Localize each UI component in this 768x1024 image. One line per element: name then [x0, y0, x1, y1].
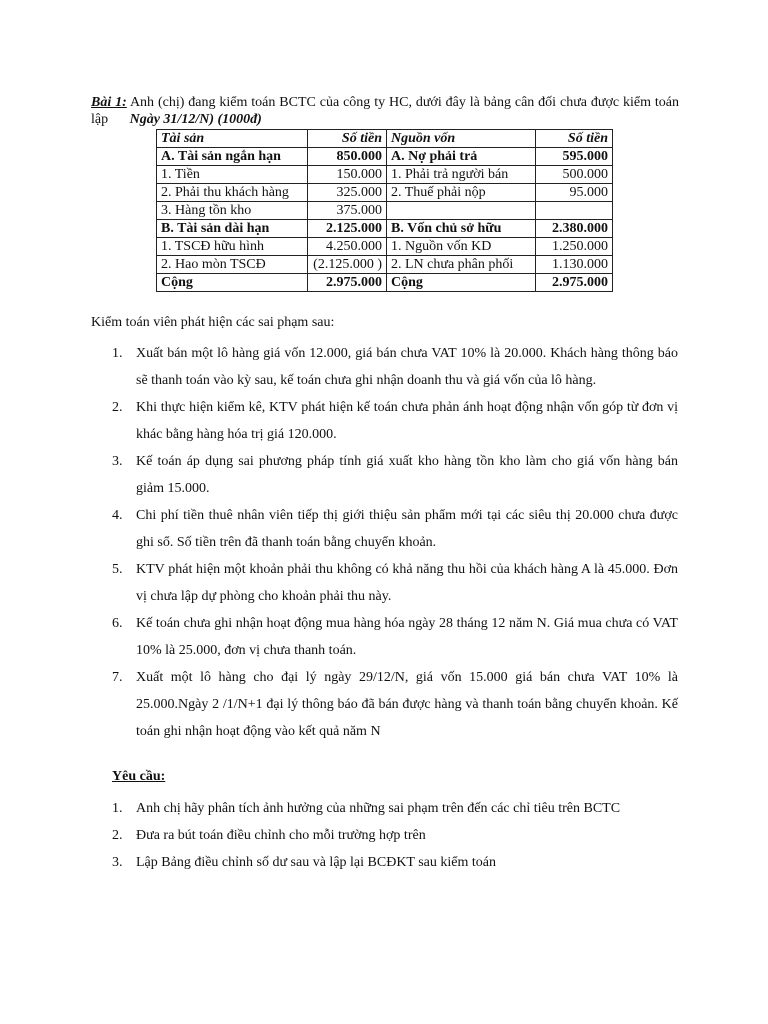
header-amount: Số tiền — [536, 130, 613, 148]
table-row — [157, 238, 613, 256]
findings-intro: Kiểm toán viên phát hiện các sai phạm sau: — [91, 315, 335, 330]
list-text: Lập Bảng điều chỉnh số dư sau và lập lại BCĐKT sau kiểm toán — [136, 855, 496, 870]
table-cell: (2.125.000 ) — [308, 256, 387, 274]
list-text: KTV phát hiện một khoản phải thu không có khả năng thu hồi của khách hàng A là 45.000. Đơn vị chưa lập dự phòng cho khoản phải thu này. — [136, 562, 678, 604]
list-text: Kế toán chưa ghi nhận hoạt động mua hàng hóa ngày 28 tháng 12 năm N. Giá mua chưa có VAT 10% là 25.000, đơn vị chưa thanh toán. — [136, 616, 678, 658]
header-sources: Nguồn vốn — [387, 130, 536, 148]
table-cell: 4.250.000 — [308, 238, 387, 256]
table-cell: 2.125.000 — [308, 220, 387, 238]
finding-item — [112, 664, 678, 745]
finding-item — [112, 448, 678, 502]
table-cell: 2.975.000 — [308, 274, 387, 292]
table-cell: Cộng — [387, 274, 536, 292]
list-number: 2. — [112, 400, 123, 415]
intro-text: Anh (chị) đang kiểm toán BCTC của công ty HC, dưới đây là bảng cân đối chưa được kiểm toán lập — [91, 95, 679, 127]
table-row — [157, 202, 613, 220]
table-cell: 3. Hàng tồn kho — [157, 202, 308, 220]
table-row — [157, 148, 613, 166]
list-number: 1. — [112, 801, 123, 816]
table-cell: 1. TSCĐ hữu hình — [157, 238, 308, 256]
list-number: 2. — [112, 828, 123, 843]
list-number: 7. — [112, 670, 123, 685]
table-cell: 2. Phải thu khách hàng — [157, 184, 308, 202]
table-row — [157, 274, 613, 292]
list-text: Anh chị hãy phân tích ảnh hưởng của những sai phạm trên đến các chỉ tiêu trên BCTC — [136, 801, 621, 816]
table-cell: 1. Phải trả người bán — [387, 166, 536, 184]
list-number: 5. — [112, 562, 123, 577]
list-text: Kế toán áp dụng sai phương pháp tính giá xuất kho hàng tồn kho làm cho giá vốn hàng bán giảm 15.000. — [136, 454, 678, 496]
finding-item — [112, 556, 678, 610]
balance-sheet-table — [156, 129, 613, 292]
table-cell: 1.130.000 — [536, 256, 613, 274]
table-row — [157, 184, 613, 202]
table-cell: Cộng — [157, 274, 308, 292]
table-cell: 375.000 — [308, 202, 387, 220]
requirement-item — [112, 822, 678, 849]
finding-item — [112, 394, 678, 448]
finding-item — [112, 502, 678, 556]
list-number: 6. — [112, 616, 123, 631]
intro-paragraph — [91, 94, 679, 128]
table-cell: 595.000 — [536, 148, 613, 166]
table-cell: 2.380.000 — [536, 220, 613, 238]
table-cell: 1. Tiền — [157, 166, 308, 184]
list-text: Chi phí tiền thuê nhân viên tiếp thị giới thiệu sản phẩm mới tại các siêu thị 20.000 chưa được ghi sổ. Số tiền trên đã thanh toán bằng chuyển khoản. — [136, 508, 678, 550]
list-number: 3. — [112, 855, 123, 870]
table-cell — [536, 202, 613, 220]
list-text: Xuất một lô hàng cho đại lý ngày 29/12/N, giá vốn 15.000 giá bán chưa VAT 10% là 25.000.Ngày 2 /1/N+1 đại lý thông báo đã bán được hàng và thanh toán bằng chuyển khoản. Kế toán ghi nhận hoạt động vào kết quả năm N — [136, 670, 678, 739]
table-cell: 1.250.000 — [536, 238, 613, 256]
table-header-row — [157, 130, 613, 148]
table-cell: 325.000 — [308, 184, 387, 202]
table-cell: 2. Thuế phải nộp — [387, 184, 536, 202]
table-row — [157, 256, 613, 274]
table-cell — [387, 202, 536, 220]
list-text: Xuất bán một lô hàng giá vốn 12.000, giá bán chưa VAT 10% là 20.000. Khách hàng thông báo sẽ thanh toán vào kỳ sau, kế toán chưa ghi nhận doanh thu và giá vốn của lô hàng. — [136, 346, 678, 388]
table-row — [157, 220, 613, 238]
list-number: 1. — [112, 346, 123, 361]
table-cell: 2. Hao mòn TSCĐ — [157, 256, 308, 274]
table-cell: 2. LN chưa phân phối — [387, 256, 536, 274]
table-cell: 850.000 — [308, 148, 387, 166]
table-cell: B. Tài sản dài hạn — [157, 220, 308, 238]
header-assets: Tài sản — [157, 130, 308, 148]
table-cell: B. Vốn chủ sở hữu — [387, 220, 536, 238]
finding-item — [112, 610, 678, 664]
table-cell: 150.000 — [308, 166, 387, 184]
table-row — [157, 166, 613, 184]
table-cell: 500.000 — [536, 166, 613, 184]
requirements-list — [112, 795, 678, 876]
list-number: 3. — [112, 454, 123, 469]
requirements-title: Yêu cầu: — [112, 769, 166, 784]
exercise-label: Bài 1: — [91, 95, 127, 110]
list-text: Đưa ra bút toán điều chỉnh cho mỗi trường hợp trên — [136, 828, 426, 843]
table-cell: 95.000 — [536, 184, 613, 202]
table-cell: 2.975.000 — [536, 274, 613, 292]
table-cell: A. Tài sản ngắn hạn — [157, 148, 308, 166]
table-cell: 1. Nguồn vốn KD — [387, 238, 536, 256]
requirement-item — [112, 795, 678, 822]
requirement-item — [112, 849, 678, 876]
findings-list — [112, 340, 678, 745]
report-date: Ngày 31/12/N) (1000đ) — [129, 112, 262, 127]
header-amount: Số tiền — [308, 130, 387, 148]
list-number: 4. — [112, 508, 123, 523]
finding-item — [112, 340, 678, 394]
list-text: Khi thực hiện kiểm kê, KTV phát hiện kế toán chưa phản ánh hoạt động nhận vốn góp từ đơn vị khác bằng hàng hóa trị giá 120.000. — [136, 400, 678, 442]
table-cell: A. Nợ phải trả — [387, 148, 536, 166]
